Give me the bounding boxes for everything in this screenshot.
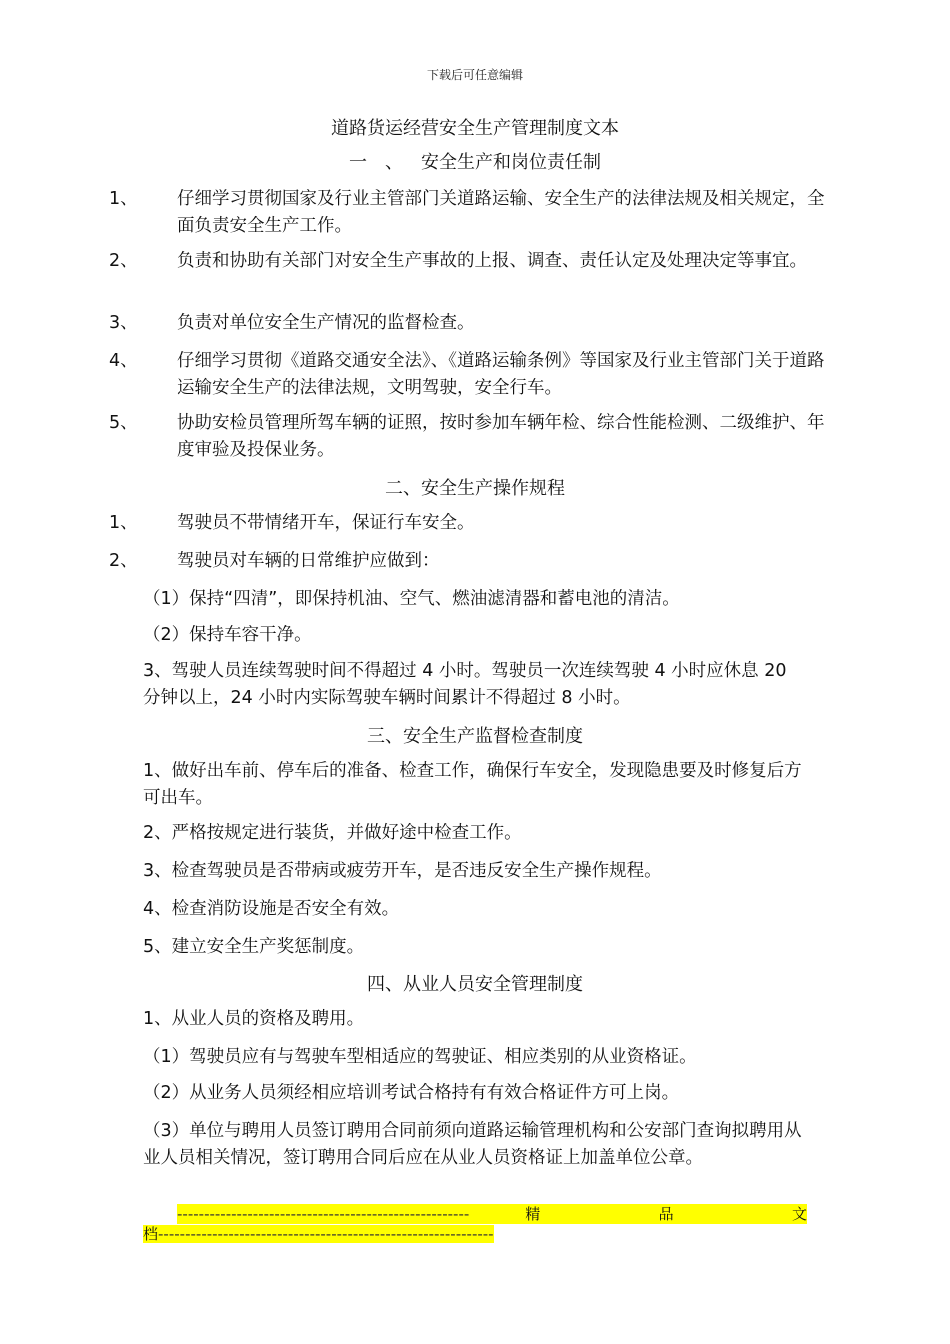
sub-item: （2）保持车容干净。 [143, 625, 312, 645]
footer-char: 文 [791, 1205, 807, 1223]
item-text: 负责和协助有关部门对安全生产事故的上报、调查、责任认定及处理决定等事宜。 [177, 251, 807, 271]
list-item [109, 410, 841, 464]
item-text: 仔细学习贯彻国家及行业主管部门关道路运输、安全生产的法律法规及相关规定，全面负责安全生产工作。 [177, 189, 825, 236]
list-item [109, 248, 841, 275]
paragraph: 3、驾驶人员连续驾驶时间不得超过 4 小时。驾驶员一次连续驾驶 4 小时应休息 20 分钟以上，24 小时内实际驾驶车辆时间累计不得超过 8 小时。 [143, 661, 787, 708]
item-number: 3、 [109, 313, 138, 333]
footer-chars [525, 1204, 807, 1224]
section-4-heading: 四、从业人员安全管理制度 [367, 974, 583, 995]
list-item: 1、做好出车前、停车后的准备、检查工作，确保行车安全，发现隐患要及时修复后方可出车。 [143, 761, 802, 808]
list-item: 1、从业人员的资格及聘用。 [143, 1009, 365, 1029]
sub-item: （1）保持“四清”，即保持机油、空气、燃油滤清器和蓄电池的清洁。 [143, 589, 680, 609]
item-number: 4、 [109, 351, 138, 371]
item-text: 仔细学习贯彻《道路交通安全法》、《道路运输条例》等国家及行业主管部门关于道路运输安全生产的法律法规，文明驾驶，安全行车。 [177, 351, 825, 398]
sub-item: （1）驾驶员应有与驾驶车型相适应的驾驶证、相应类别的从业资格证。 [143, 1047, 697, 1067]
item-text: 驾驶员对车辆的日常维护应做到： [177, 551, 440, 571]
list-item: 5、建立安全生产奖惩制度。 [143, 937, 365, 957]
item-text: 协助安检员管理所驾车辆的证照，按时参加车辆年检、综合性能检测、二级维护、年度审验及投保业务。 [177, 413, 825, 460]
sub-item: （3）单位与聘用人员签订聘用合同前须向道路运输管理机构和公安部门查询拟聘用从业人员相关情况，签订聘用合同后应在从业人员资格证上加盖单位公章。 [143, 1121, 802, 1168]
list-item: 4、检查消防设施是否安全有效。 [143, 899, 400, 919]
footer-dashes: -------------------------------------------------------------- [158, 1225, 494, 1243]
list-item [109, 510, 841, 537]
item-number: 1、 [109, 189, 138, 209]
item-text: 驾驶员不带情绪开车，保证行车安全。 [177, 513, 475, 533]
sub-item: （2）从业务人员须经相应培训考试合格持有有效合格证件方可上岗。 [143, 1083, 680, 1103]
list-item [109, 548, 841, 575]
footer-char: 精 [525, 1205, 541, 1223]
footer-row-2 [143, 1224, 807, 1244]
item-number: 2、 [109, 251, 138, 271]
list-item: 3、检查驾驶员是否带病或疲劳开车，是否违反安全生产操作规程。 [143, 861, 662, 881]
footer-char: 档 [143, 1225, 159, 1243]
footer-char: 品 [658, 1205, 674, 1223]
page-header: 下载后可任意编辑 [426, 68, 523, 82]
list-item [109, 348, 841, 402]
section-3-heading: 三、安全生产监督检查制度 [367, 726, 583, 747]
list-item [109, 186, 841, 240]
section-2-heading: 二、安全生产操作规程 [385, 478, 565, 499]
section-1-heading [0, 148, 950, 174]
section-1-label: 安全生产和岗位责任制 [421, 152, 601, 173]
section-1-number: 一、 [349, 152, 421, 173]
footer-dashes: ------------------------------------------------------ [177, 1204, 525, 1224]
item-text: 负责对单位安全生产情况的监督检查。 [177, 313, 475, 333]
item-number: 2、 [109, 551, 138, 571]
footer-row-1 [143, 1204, 807, 1224]
list-item [109, 310, 841, 337]
document-title: 道路货运经营安全生产管理制度文本 [331, 118, 619, 139]
item-number: 5、 [109, 413, 138, 433]
item-number: 1、 [109, 513, 138, 533]
footer-banner [143, 1204, 807, 1244]
list-item: 2、严格按规定进行装货，并做好途中检查工作。 [143, 823, 522, 843]
